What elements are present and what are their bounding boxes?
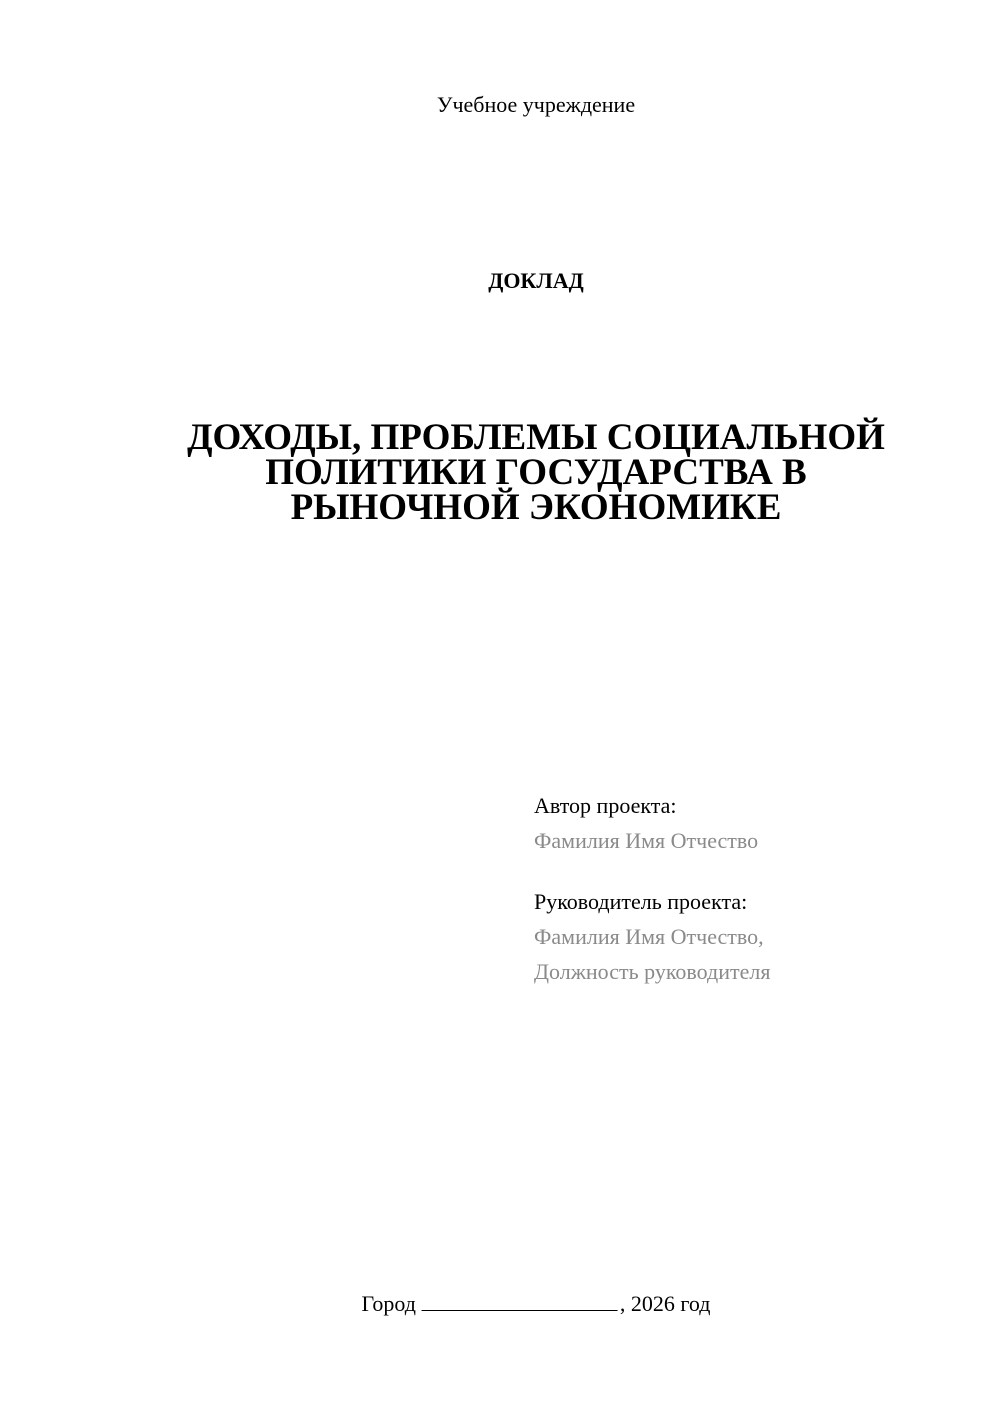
author-name: Фамилия Имя Отчество — [534, 828, 759, 853]
supervisor-position: Должность руководителя — [534, 959, 771, 984]
document-type: ДОКЛАД — [488, 268, 584, 293]
city-blank-line — [422, 1290, 618, 1311]
title-line-1: ДОХОДЫ, ПРОБЛЕМЫ СОЦИАЛЬНОЙ — [187, 417, 885, 458]
author-label: Автор проекта: — [534, 793, 677, 818]
supervisor-name: Фамилия Имя Отчество, — [534, 924, 764, 949]
institution-name: Учебное учреждение — [436, 92, 636, 117]
footer-city-year — [362, 1290, 711, 1317]
city-label: Город — [361, 1291, 416, 1316]
document-title — [170, 417, 902, 528]
title-line-3: РЫНОЧНОЙ ЭКОНОМИКЕ — [290, 487, 782, 528]
year-text: , 2026 год — [619, 1291, 711, 1316]
project-info — [534, 788, 770, 989]
title-line-2: ПОЛИТИКИ ГОСУДАРСТВА В — [265, 452, 807, 493]
supervisor-label: Руководитель проекта: — [534, 889, 748, 914]
